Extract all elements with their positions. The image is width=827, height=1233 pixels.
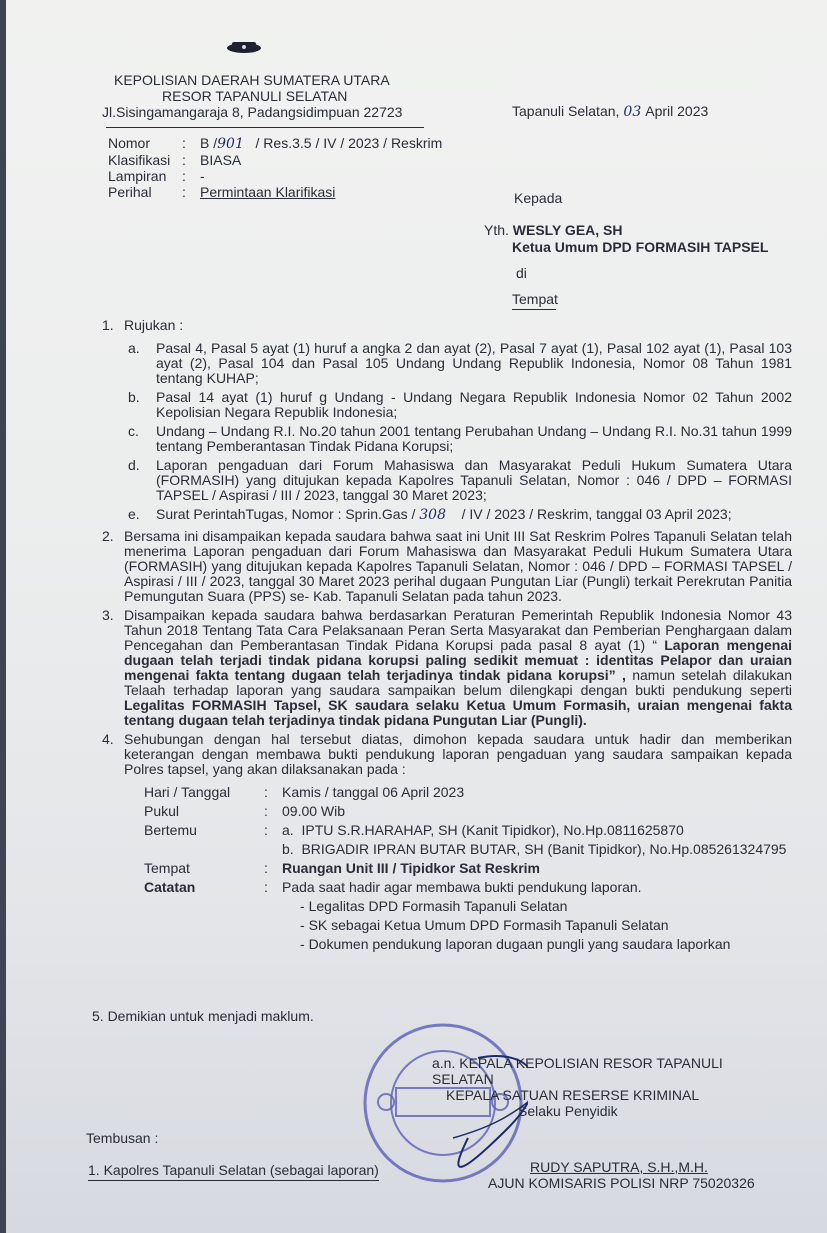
- paragraph-text: Sehubungan dengan hal tersebut diatas, dimohon kepada saudara untuk hadir dan memberikan keterangan dengan membawa bukti pendukung laporan pengaduan yang saudara sampaikan kepada Polres tapsel, yang akan dilaksanakan pada :: [124, 731, 792, 777]
- paragraph-text: [124, 608, 792, 728]
- nomor-value: [200, 135, 442, 152]
- signer-unit: KEPALA SATUAN RESERSE KRIMINAL: [446, 1087, 700, 1103]
- colon: :: [264, 784, 268, 800]
- hari-value: Kamis / tanggal 06 April 2023: [282, 784, 465, 800]
- di-label: di: [516, 265, 527, 281]
- date-handwritten: 03: [623, 104, 642, 120]
- klasifikasi-label: Klasifikasi: [108, 152, 171, 168]
- nomor-handwritten: 901: [217, 136, 244, 152]
- letter-body: [102, 318, 792, 958]
- ref-text: Pasal 14 ayat (1) huruf g Undang - Undang Negara Republik Indonesia Nomor 02 Tahun 2002 Kepolisian Negara Republik Indonesia;: [156, 389, 792, 420]
- recipient-title: Ketua Umum DPD FORMASIH TAPSEL: [512, 239, 769, 255]
- colon: :: [182, 152, 186, 168]
- rujukan-title: Rujukan :: [124, 317, 184, 333]
- reference-item: [128, 341, 792, 386]
- schedule-row-bertemu-b: [144, 840, 792, 859]
- bullet-item: - Legalitas DPD Formasih Tapanuli Selatan: [300, 897, 730, 916]
- signer-role: Selaku Penyidik: [518, 1103, 618, 1119]
- colon: :: [264, 822, 268, 838]
- reference-item: [128, 458, 792, 503]
- yth-prefix: Yth.: [484, 222, 509, 238]
- spacer: [264, 897, 282, 954]
- meta-perihal: [108, 184, 442, 200]
- hari-label: Hari / Tanggal: [144, 784, 231, 800]
- place-date: [512, 103, 708, 120]
- p3-quote: Laporan mengenai dugaan telah terjadi tindak pidana korupsi paling sedikit memuat : identitas Pelapor dan uraian mengenai fakta tentang dugaan telah terjadinya tindak pidana korupsi” ,: [124, 637, 793, 683]
- closing-paragraph: 5. Demikian untuk menjadi maklum.: [92, 1008, 314, 1024]
- perihal-value: Permintaan Klarifikasi: [200, 184, 336, 200]
- nomor-suffix: / Res.3.5 / IV / 2023 / Reskrim: [255, 135, 443, 151]
- tempat-value: Ruangan Unit III / Tipidkor Sat Reskrim: [282, 860, 541, 876]
- paragraph-3: [102, 608, 792, 728]
- schedule-row-hari: [144, 783, 792, 802]
- ref-e-handwritten: 308: [419, 507, 446, 523]
- paragraph-number: 1.: [102, 317, 114, 333]
- meta-lampiran: [108, 168, 442, 184]
- p3-emphasis: Legalitas FORMASIH Tapsel, SK saudara selaku Ketua Umum Formasih, uraian mengenai fakta tentang dugaan telah terjadinya tindak pidana Pungutan Liar (Pungli).: [124, 697, 792, 728]
- org-name: KEPOLISIAN DAERAH SUMATERA UTARA: [114, 72, 390, 88]
- lampiran-value: -: [200, 168, 205, 184]
- nomor-label: Nomor: [108, 135, 151, 151]
- spacer: [144, 897, 264, 954]
- bertemu-b-number: b.: [282, 841, 294, 857]
- paragraph-text: Bersama ini disampaikan kepada saudara bahwa saat ini Unit III Sat Reskrim Polres Tapanuli Selatan telah menerima Laporan pengaduan dari Forum Mahasiswa dan Masyarakat Peduli Hukum Sumatera Utara (FORMASIH) yang ditujukan kepada Kapolres Tapanuli Selatan, Nomor : 046 / DPD – FORMASI TAPSEL / Aspirasi / III / 2023, tanggal 30 Maret 2023 perihal dugaan Pungutan Liar (Pungli) terkait Perekrutan Panitia Pemungutan Suara (PPS) se- Kab. Tapanuli Selatan pada tahun 2023.: [124, 528, 792, 604]
- bertemu-b: [282, 840, 786, 859]
- perihal-label: Perihal: [108, 184, 152, 200]
- colon: :: [182, 184, 186, 200]
- klasifikasi-value: BIASA: [200, 152, 242, 168]
- bertemu-a: [282, 821, 684, 840]
- colon: :: [182, 135, 186, 151]
- schedule-row-tempat: [144, 859, 792, 878]
- bertemu-a-text: IPTU S.R.HARAHAP, SH (Kanit Tipidkor), No.Hp.0811625870: [301, 822, 684, 838]
- catatan-value: Pada saat hadir agar membawa bukti pendukung laporan.: [282, 879, 642, 895]
- letterhead-divider: [106, 127, 424, 128]
- month-year: April 2023: [645, 103, 709, 119]
- colon: :: [264, 879, 268, 895]
- paragraph-number: 2.: [102, 528, 114, 544]
- meta-klasifikasi: [108, 152, 442, 168]
- schedule-row-bullets: [144, 897, 792, 954]
- ref-number: d.: [128, 457, 140, 473]
- pukul-label: Pukul: [144, 803, 180, 819]
- bullet-item: - SK sebagai Ketua Umum DPD Formasih Tapanuli Selatan: [300, 916, 730, 935]
- kepada-label: Kepada: [514, 190, 563, 206]
- recipient-name: WESLY GEA, SH: [512, 222, 623, 238]
- bullet-item: - Dokumen pendukung laporan dugaan pungli yang saudara laporkan: [300, 935, 730, 954]
- schedule-row-bertemu: [144, 821, 792, 840]
- paragraph-4: [102, 732, 792, 954]
- signer-rank-nrp: AJUN KOMISARIS POLISI NRP 75020326: [488, 1175, 755, 1191]
- lampiran-label: Lampiran: [108, 168, 167, 184]
- meta-nomor: [108, 135, 442, 152]
- p3-text-c: namun setelah dilakukan Telaah terhadap laporan yang saudara sampaikan belum dilengkapi dengan bukti pendukung seperti: [124, 667, 792, 698]
- colon: :: [264, 803, 268, 819]
- pukul-value: 09.00 Wib: [282, 803, 346, 819]
- nomor-prefix: B /: [200, 135, 218, 151]
- signer-name: RUDY SAPUTRA, S.H.,M.H.: [530, 1159, 708, 1175]
- tembusan-label: Tembusan :: [86, 1130, 159, 1146]
- bertemu-label: Bertemu: [144, 822, 197, 838]
- recipient-block: [484, 222, 768, 256]
- ref-text: [156, 507, 792, 523]
- place: Tapanuli Selatan,: [512, 103, 620, 119]
- spacer: [144, 840, 264, 859]
- ref-number: a.: [128, 340, 140, 356]
- ref-e-prefix: Surat PerintahTugas, Nomor : Sprin.Gas /: [156, 506, 416, 522]
- tempat-label: Tempat: [144, 860, 190, 876]
- ref-number: e.: [128, 506, 140, 522]
- letter-meta: [108, 135, 442, 200]
- ref-text: Laporan pengaduan dari Forum Mahasiswa dan Masyarakat Peduli Hukum Sumatera Utara (FORMASIH) yang ditujukan kepada Kapolres Tapanuli Selatan, Nomor : 046 / DPD – FORMASI TAPSEL / Aspirasi / III / 2023, tanggal 30 Maret 2023;: [156, 457, 792, 503]
- paragraph-4-content: [124, 732, 792, 954]
- p3-text-a: Disampaikan kepada saudara bahwa berdasarkan Peraturan Pemerintah Republik Indonesia Nomor 43 Tahun 2018 Tentang Tata Cara Pelaksanaan Peran Serta Masyarakat dan Pemberian Penghargaan dalam Pencegahan dan Pemberantasan Tindak Pidana Korupsi pada pasal 8 ayat (1) “: [124, 607, 792, 653]
- reference-item: [128, 424, 792, 454]
- tembusan-item: 1. Kapolres Tapanuli Selatan (sebagai laporan): [88, 1162, 379, 1181]
- ref-text: Pasal 4, Pasal 5 ayat (1) huruf a angka 2 dan ayat (2), Pasal 7 ayat (1), Pasal 102 ayat (1), Pasal 103 ayat (2), Pasal 104 dan Pasal 105 Undang Undang Republik Indonesia, Nomor 08 Tahun 1981 tentang KUHAP;: [156, 340, 792, 386]
- paragraph-number: 3.: [102, 607, 114, 623]
- reference-item: [128, 507, 792, 523]
- paragraph-number: 4.: [102, 731, 114, 747]
- paragraph-1: [102, 318, 792, 333]
- letter-page: [6, 0, 827, 1233]
- bertemu-b-text: BRIGADIR IPRAN BUTAR BUTAR, SH (Banit Tipidkor), No.Hp.085261324795: [301, 841, 787, 857]
- ref-number: b.: [128, 389, 140, 405]
- signer-office: a.n. KEPALA KEPOLISIAN RESOR TAPANULI SELATAN: [432, 1055, 723, 1087]
- tempat-label: Tempat: [512, 291, 556, 310]
- ref-text: Undang – Undang R.I. No.20 tahun 2001 tentang Perubahan Undang – Undang R.I. No.31 tahun 1999 tentang Pemberantasan Tindak Pidana Korupsi;: [156, 423, 792, 454]
- colon: :: [264, 860, 268, 876]
- ref-e-suffix: / IV / 2023 / Reskrim, tanggal 03 April 2023;: [461, 506, 732, 522]
- catatan-label: Catatan: [144, 879, 196, 895]
- schedule-row-pukul: [144, 802, 792, 821]
- spacer: [264, 840, 282, 859]
- reference-item: [128, 390, 792, 420]
- reference-list: [128, 341, 792, 523]
- org-address: Jl.Sisingamangaraja 8, Padangsidimpuan 22723: [102, 104, 403, 120]
- colon: :: [182, 168, 186, 184]
- letterhead: [102, 72, 402, 120]
- paragraph-2: [102, 529, 792, 604]
- bertemu-a-number: a.: [282, 822, 294, 838]
- schedule-table: [144, 783, 792, 954]
- police-emblem-icon: [226, 40, 262, 54]
- org-unit: RESOR TAPANULI SELATAN: [162, 88, 348, 104]
- signature-block: [426, 1055, 786, 1191]
- ref-number: c.: [128, 423, 139, 439]
- schedule-row-catatan: [144, 878, 792, 897]
- catatan-bullets: [300, 897, 730, 954]
